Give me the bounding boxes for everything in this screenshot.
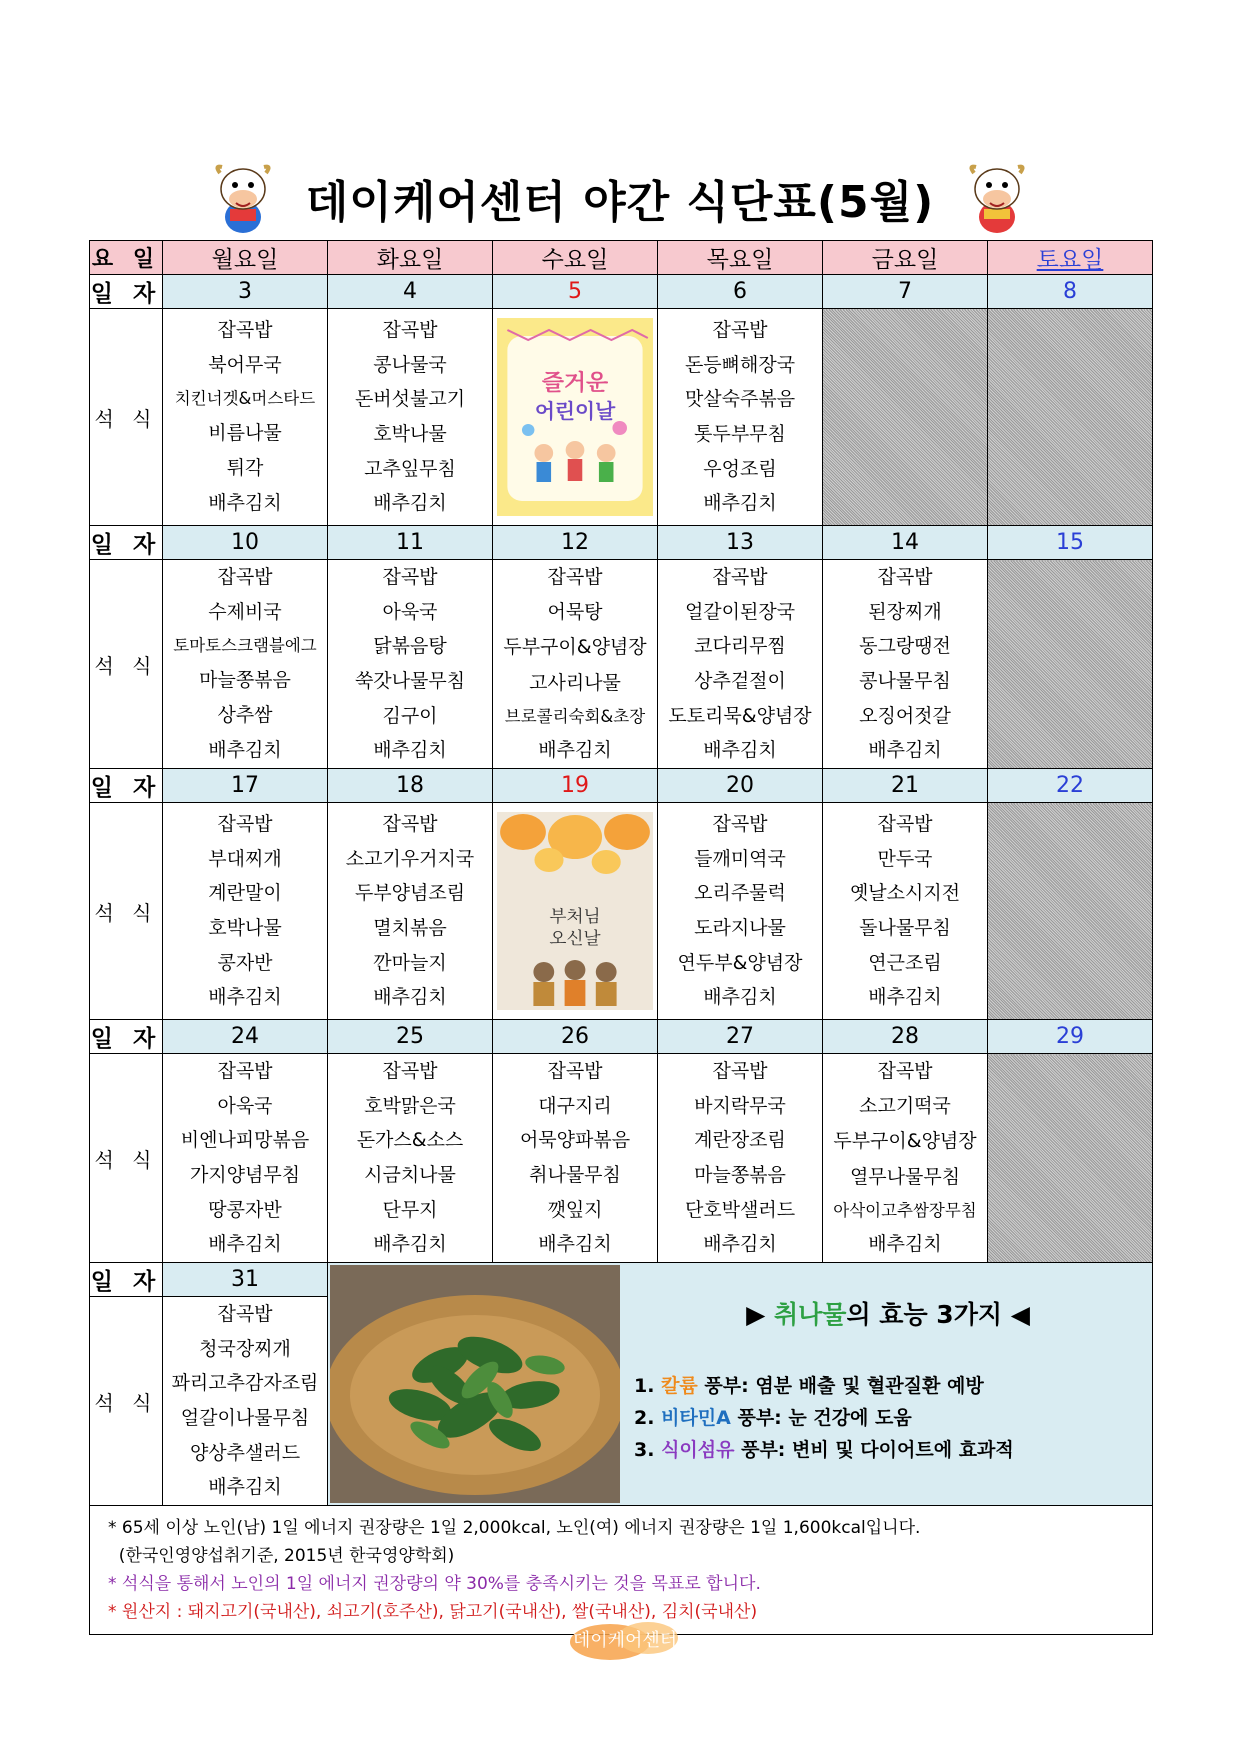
menu-item: 토마토스크램블에그 bbox=[173, 636, 317, 656]
empty-cell-sat bbox=[988, 309, 1153, 526]
buddha-day-line2: 오신날 bbox=[549, 929, 601, 949]
date-cell-thu: 20 bbox=[658, 769, 823, 803]
menu-item: 튀각 bbox=[226, 456, 264, 479]
menu-item: 콩나물무침 bbox=[859, 669, 951, 692]
meal-row-label: 석 식 bbox=[90, 803, 163, 1020]
menu-item: 돈등뼈해장국 bbox=[684, 353, 796, 376]
menu-item: 배추김치 bbox=[703, 739, 777, 762]
empty-cell-sat bbox=[988, 560, 1153, 769]
note-source: (한국인영양섭취기준, 2015년 한국영양학회) bbox=[108, 1546, 455, 1567]
menu-item: 아삭이고추쌈장무침 bbox=[833, 1200, 977, 1220]
childrens-day-line1: 즐거운 bbox=[541, 370, 609, 396]
menu-item: 꽈리고추감자조림 bbox=[171, 1372, 319, 1395]
date-cell-wed: 12 bbox=[493, 526, 658, 560]
menu-item: 배추김치 bbox=[703, 492, 777, 515]
meal-cell-thu bbox=[658, 309, 823, 526]
menu-item: 배추김치 bbox=[868, 739, 942, 762]
meal-cell-mon bbox=[163, 1054, 328, 1263]
note-origin: * 원산지 : 돼지고기(국내산), 쇠고기(호주산), 닭고기(국내산), 쌀(국내산), 김치(국내산) bbox=[108, 1602, 758, 1623]
menu-item: 옛날소시지전 bbox=[849, 882, 961, 905]
date-cell-mon: 17 bbox=[163, 769, 328, 803]
benefit-text: 풍부: 염분 배출 및 혈관질환 예방 bbox=[697, 1375, 984, 1397]
menu-item: 치킨너겟&머스타드 bbox=[174, 389, 316, 409]
benefit-item bbox=[634, 1371, 1142, 1398]
menu-item: 상추겉절이 bbox=[694, 669, 786, 692]
menu-item: 잡곡밥 bbox=[382, 1059, 438, 1082]
menu-item: 아욱국 bbox=[382, 600, 438, 623]
benefit-text: 풍부: 눈 건강에 도움 bbox=[730, 1407, 912, 1429]
menu-item: 배추김치 bbox=[538, 738, 612, 761]
date-cell-thu: 6 bbox=[658, 275, 823, 309]
menu-item: 시금치나물 bbox=[364, 1163, 456, 1186]
menu-item: 어묵양파볶음 bbox=[519, 1129, 631, 1152]
menu-item: 톳두부무침 bbox=[694, 422, 786, 445]
menu-item: 배추김치 bbox=[868, 986, 942, 1009]
meal-cell-fri bbox=[823, 1054, 988, 1263]
meal-cell-thu bbox=[658, 560, 823, 769]
menu-item: 고추잎무침 bbox=[364, 457, 456, 480]
chwinamul-photo bbox=[328, 1263, 620, 1505]
menu-item: 맛살숙주볶음 bbox=[684, 388, 796, 411]
cow-mascot-left-icon bbox=[208, 159, 278, 237]
date-cell-mon: 24 bbox=[163, 1020, 328, 1054]
menu-item: 열무나물무침 bbox=[849, 1165, 961, 1188]
menu-item: 오리주물럭 bbox=[694, 882, 786, 905]
benefit-item bbox=[634, 1435, 1142, 1462]
menu-item: 북어무국 bbox=[208, 354, 282, 377]
weekday-sat: 토요일 bbox=[988, 241, 1153, 275]
menu-item: 얼갈이나물무침 bbox=[180, 1406, 310, 1429]
menu-item: 잡곡밥 bbox=[382, 318, 438, 341]
menu-item: 배추김치 bbox=[208, 491, 282, 514]
menu-item: 깐마늘지 bbox=[373, 951, 447, 974]
meal-row bbox=[90, 803, 1153, 1020]
date-cell-fri: 28 bbox=[823, 1020, 988, 1054]
menu-item: 잡곡밥 bbox=[712, 812, 768, 835]
menu-item: 계란장조림 bbox=[694, 1129, 786, 1152]
menu-item: 잡곡밥 bbox=[712, 565, 768, 588]
benefit-key: 식이섬유 bbox=[661, 1439, 735, 1461]
menu-item: 배추김치 bbox=[208, 1233, 282, 1256]
buddha-day-line1: 부처님 bbox=[549, 907, 601, 927]
benefit-number: 2. bbox=[634, 1407, 662, 1429]
date-cell-thu: 13 bbox=[658, 526, 823, 560]
menu-item: 잡곡밥 bbox=[877, 812, 933, 835]
menu-item: 배추김치 bbox=[373, 1233, 447, 1256]
daycare-logo bbox=[560, 1616, 690, 1662]
buddha-day-picture bbox=[497, 812, 653, 1010]
date-cell-sat: 29 bbox=[988, 1020, 1153, 1054]
buddha-day-image bbox=[493, 803, 658, 1020]
date-cell-wed: 19 bbox=[493, 769, 658, 803]
weekday-mon: 월요일 bbox=[163, 241, 328, 275]
benefit-key: 칼륨 bbox=[661, 1375, 698, 1397]
menu-item: 브로콜리숙회&초장 bbox=[504, 706, 646, 726]
menu-item: 잡곡밥 bbox=[712, 318, 768, 341]
benefit-number: 3. bbox=[634, 1439, 662, 1461]
date-row-label: 일 자 bbox=[90, 1263, 163, 1297]
menu-item: 멸치볶음 bbox=[373, 916, 447, 939]
menu-item: 잡곡밥 bbox=[217, 566, 273, 589]
menu-item: 잡곡밥 bbox=[217, 1302, 273, 1325]
menu-item: 호박나물 bbox=[373, 422, 447, 445]
menu-item: 배추김치 bbox=[373, 986, 447, 1009]
menu-item: 콩나물국 bbox=[373, 353, 447, 376]
date-cell-tue: 25 bbox=[328, 1020, 493, 1054]
weekday-thu: 목요일 bbox=[658, 241, 823, 275]
menu-item: 계란말이 bbox=[208, 882, 282, 905]
menu-item: 잡곡밥 bbox=[877, 1060, 933, 1083]
meal-cell-tue bbox=[328, 560, 493, 769]
menu-item: 연두부&양념장 bbox=[677, 951, 803, 974]
meal-cell bbox=[163, 1297, 328, 1506]
info-title-highlight: 취나물 bbox=[774, 1300, 847, 1329]
benefit-number: 1. bbox=[634, 1375, 662, 1397]
menu-item: 대구지리 bbox=[538, 1094, 612, 1117]
menu-item: 가지양념무침 bbox=[189, 1163, 301, 1186]
info-title-prefix: ▶ bbox=[746, 1300, 774, 1329]
meal-cell-thu bbox=[658, 1054, 823, 1263]
menu-item: 비엔나피망볶음 bbox=[180, 1129, 310, 1152]
menu-item: 두부구이&양념장 bbox=[503, 636, 647, 659]
date-cell-sat: 8 bbox=[988, 275, 1153, 309]
meal-cell-wed bbox=[493, 1054, 658, 1263]
empty-cell-fri bbox=[823, 309, 988, 526]
footer-logo-text: 데이케어센터 bbox=[572, 1630, 678, 1651]
benefit-item bbox=[634, 1403, 1142, 1430]
menu-item: 잡곡밥 bbox=[547, 566, 603, 589]
weekday-wed: 수요일 bbox=[493, 241, 658, 275]
menu-item: 호박맑은국 bbox=[364, 1094, 456, 1117]
menu-item: 닭볶음탕 bbox=[373, 635, 447, 658]
menu-item: 고사리나물 bbox=[529, 671, 621, 694]
menu-item: 배추김치 bbox=[373, 739, 447, 762]
menu-item: 돈가스&소스 bbox=[356, 1129, 464, 1152]
date-row-label: 일 자 bbox=[90, 1020, 163, 1054]
date-cell-fri: 7 bbox=[823, 275, 988, 309]
date-cell-sat: 22 bbox=[988, 769, 1153, 803]
meal-row-label: 석 식 bbox=[90, 560, 163, 769]
menu-item: 배추김치 bbox=[868, 1232, 942, 1255]
weekday-header-row bbox=[90, 241, 1153, 275]
menu-item: 호박나물 bbox=[208, 916, 282, 939]
menu-item: 소고기우거지국 bbox=[345, 847, 475, 870]
menu-item: 바지락무국 bbox=[694, 1094, 786, 1117]
meal-cell-tue bbox=[328, 1054, 493, 1263]
menu-item: 두부양념조림 bbox=[354, 882, 466, 905]
weekday-tue: 화요일 bbox=[328, 241, 493, 275]
date-cell-wed: 26 bbox=[493, 1020, 658, 1054]
menu-item: 배추김치 bbox=[208, 986, 282, 1009]
menu-item: 만두국 bbox=[877, 847, 933, 870]
menu-item: 오징어젓갈 bbox=[859, 704, 951, 727]
date-cell-mon: 10 bbox=[163, 526, 328, 560]
menu-item: 콩자반 bbox=[217, 951, 273, 974]
menu-item: 마늘쫑볶음 bbox=[199, 668, 291, 691]
date-cell-wed: 5 bbox=[493, 275, 658, 309]
menu-item: 도라지나물 bbox=[694, 916, 786, 939]
menu-table bbox=[89, 240, 1153, 1635]
menu-item: 취나물무침 bbox=[529, 1163, 621, 1186]
note-energy: * 65세 이상 노인(남) 1일 에너지 권장량은 1일 2,000kcal, 노인(여) 에너지 권장량은 1일 1,600kcal입니다. bbox=[108, 1518, 921, 1538]
menu-item: 비름나물 bbox=[208, 421, 282, 444]
meal-row-label: 석 식 bbox=[90, 1054, 163, 1263]
meal-row bbox=[90, 560, 1153, 769]
weekday-label: 요 일 bbox=[90, 241, 163, 275]
meal-cell-fri bbox=[823, 803, 988, 1020]
menu-item: 얼갈이된장국 bbox=[684, 600, 796, 623]
menu-item: 우엉조림 bbox=[703, 457, 777, 480]
date-cell-tue: 4 bbox=[328, 275, 493, 309]
date-cell-tue: 18 bbox=[328, 769, 493, 803]
meal-row bbox=[90, 1054, 1153, 1263]
menu-item: 잡곡밥 bbox=[382, 565, 438, 588]
meal-cell-thu bbox=[658, 803, 823, 1020]
menu-item: 상추쌈 bbox=[217, 703, 273, 726]
menu-item: 어묵탕 bbox=[547, 601, 603, 624]
date-row bbox=[90, 769, 1153, 803]
info-title-suffix: 의 효능 3가지 ◀ bbox=[846, 1300, 1030, 1329]
date-row-label: 일 자 bbox=[90, 275, 163, 309]
date-row bbox=[90, 275, 1153, 309]
menu-item: 김구이 bbox=[382, 704, 438, 727]
benefit-key: 비타민A bbox=[661, 1407, 731, 1429]
menu-item: 잡곡밥 bbox=[217, 319, 273, 342]
menu-item: 돈버섯불고기 bbox=[354, 388, 466, 411]
menu-item: 코다리무찜 bbox=[694, 635, 786, 658]
page-title: 데이케어센터 야간 식단표(5월) bbox=[305, 177, 935, 228]
menu-item: 잡곡밥 bbox=[712, 1059, 768, 1082]
benefit-text: 풍부: 변비 및 다이어트에 효과적 bbox=[734, 1439, 1014, 1461]
menu-item: 잡곡밥 bbox=[382, 812, 438, 835]
menu-item: 도토리묵&양념장 bbox=[668, 704, 812, 727]
menu-item: 연근조림 bbox=[868, 951, 942, 974]
menu-item: 깻잎지 bbox=[547, 1198, 603, 1221]
childrens-day-line2: 어린이날 bbox=[534, 399, 616, 423]
menu-item: 배추김치 bbox=[703, 1233, 777, 1256]
menu-item: 청국장찌개 bbox=[199, 1337, 291, 1360]
menu-item: 양상추샐러드 bbox=[189, 1441, 301, 1464]
menu-item: 들깨미역국 bbox=[694, 847, 786, 870]
note-goal: * 석식을 통해서 노인의 1일 에너지 권장량의 약 30%를 충족시키는 것을 목표로 합니다. bbox=[108, 1574, 761, 1595]
empty-cell-sat bbox=[988, 1054, 1153, 1263]
menu-item: 배추김치 bbox=[208, 1476, 282, 1499]
date-cell-tue: 11 bbox=[328, 526, 493, 560]
meal-row bbox=[90, 309, 1153, 526]
date-cell: 31 bbox=[163, 1263, 328, 1297]
menu-item: 잡곡밥 bbox=[217, 812, 273, 835]
meal-cell-fri bbox=[823, 560, 988, 769]
date-row bbox=[90, 1263, 1153, 1297]
meal-cell-wed bbox=[493, 560, 658, 769]
meal-row-label: 석 식 bbox=[90, 1297, 163, 1506]
info-title bbox=[634, 1295, 1142, 1331]
menu-item: 부대찌개 bbox=[208, 847, 282, 870]
date-row bbox=[90, 1020, 1153, 1054]
menu-item: 쑥갓나물무침 bbox=[354, 669, 466, 692]
menu-item: 배추김치 bbox=[208, 738, 282, 761]
date-cell-fri: 14 bbox=[823, 526, 988, 560]
menu-item: 두부구이&양념장 bbox=[833, 1130, 977, 1153]
cow-mascot-right-icon bbox=[962, 159, 1032, 237]
menu-item: 잡곡밥 bbox=[877, 565, 933, 588]
menu-item: 단호박샐러드 bbox=[684, 1198, 796, 1221]
date-row-label: 일 자 bbox=[90, 769, 163, 803]
weekday-fri: 금요일 bbox=[823, 241, 988, 275]
meal-cell-mon bbox=[163, 803, 328, 1020]
menu-item: 아욱국 bbox=[217, 1094, 273, 1117]
info-panel bbox=[328, 1263, 1153, 1506]
menu-item: 잡곡밥 bbox=[217, 1059, 273, 1082]
date-cell-mon: 3 bbox=[163, 275, 328, 309]
menu-item: 동그랑땡전 bbox=[859, 635, 951, 658]
meal-row-label: 석 식 bbox=[90, 309, 163, 526]
empty-cell-sat bbox=[988, 803, 1153, 1020]
date-cell-sat: 15 bbox=[988, 526, 1153, 560]
title-bar bbox=[0, 158, 1240, 238]
menu-item: 땅콩자반 bbox=[208, 1198, 282, 1221]
menu-item: 배추김치 bbox=[538, 1233, 612, 1256]
meal-cell-tue bbox=[328, 803, 493, 1020]
childrens-day-image bbox=[493, 309, 658, 526]
menu-item: 배추김치 bbox=[703, 986, 777, 1009]
menu-item: 된장찌개 bbox=[868, 600, 942, 623]
meal-cell-mon bbox=[163, 309, 328, 526]
menu-item: 배추김치 bbox=[373, 492, 447, 515]
date-row bbox=[90, 526, 1153, 560]
childrens-day-picture bbox=[497, 318, 653, 516]
menu-item: 돌나물무침 bbox=[859, 916, 951, 939]
date-row-label: 일 자 bbox=[90, 526, 163, 560]
date-cell-thu: 27 bbox=[658, 1020, 823, 1054]
menu-item: 소고기떡국 bbox=[859, 1095, 951, 1118]
date-cell-fri: 21 bbox=[823, 769, 988, 803]
menu-item: 잡곡밥 bbox=[547, 1059, 603, 1082]
meal-cell-mon bbox=[163, 560, 328, 769]
menu-item: 단무지 bbox=[382, 1198, 438, 1221]
chwinamul-basket-image bbox=[330, 1265, 620, 1503]
menu-item: 마늘쫑볶음 bbox=[694, 1163, 786, 1186]
meal-cell-tue bbox=[328, 309, 493, 526]
menu-item: 수제비국 bbox=[208, 601, 282, 624]
